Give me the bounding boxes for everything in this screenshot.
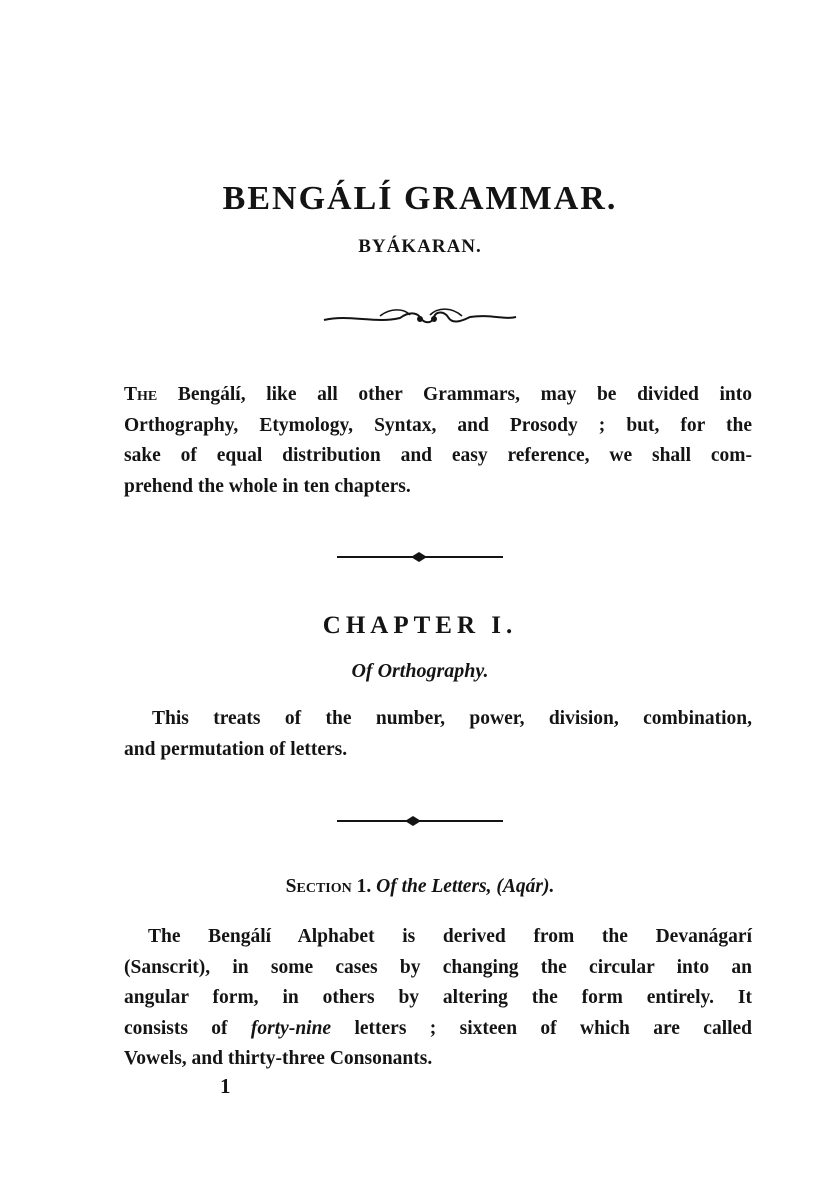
- diamond-rule-icon: [335, 548, 505, 566]
- section-heading: [0, 876, 840, 898]
- section-line-4-post: letters ; sixteen of which are called: [354, 1017, 753, 1039]
- intro-lead-in: The: [124, 384, 158, 405]
- flourish-ornament: [0, 302, 840, 332]
- intro-line-1: [124, 380, 752, 411]
- section-line-3: angular form, in others by altering the form entirely. It: [124, 987, 752, 1008]
- flourish-icon: [320, 302, 520, 332]
- chapter-line-1: This treats of the number, power, division, combination,: [152, 708, 752, 729]
- section-line-1: The Bengálí Alphabet is derived from the Devanágarí: [148, 926, 752, 947]
- chapter-paragraph: [124, 704, 752, 765]
- section-line-4-pre: consists of: [124, 1017, 228, 1039]
- section-paragraph: [124, 922, 752, 1075]
- chapter-heading: CHAPTER I.: [322, 612, 518, 639]
- section-label: Section: [285, 876, 352, 897]
- intro-line-4: prehend the whole in ten chapters.: [124, 475, 411, 497]
- section-title: Of the Letters, (Aqár).: [376, 876, 555, 897]
- chapter-line-2: and permutation of letters.: [124, 738, 348, 760]
- section-line-4-italic: forty-nine: [250, 1017, 332, 1039]
- intro-line-2: Orthography, Etymology, Syntax, and Prosody ; but, for the: [124, 414, 752, 436]
- book-subtitle: BYÁKARAN.: [358, 236, 482, 257]
- diamond-rule-icon-2: [335, 812, 505, 830]
- intro-paragraph: [124, 380, 752, 502]
- section-line-4: [124, 1014, 752, 1045]
- rule-ornament: [0, 548, 840, 566]
- book-title: BENGÁLÍ GRAMMAR.: [222, 180, 618, 217]
- section-line-5: Vowels, and thirty-three Consonants.: [124, 1048, 433, 1069]
- section-number: 1.: [356, 876, 372, 897]
- chapter-subheading: Of Orthography.: [351, 660, 489, 682]
- intro-line-3: sake of equal distribution and easy reference, we shall com-: [124, 445, 752, 466]
- page-number: 1: [220, 1074, 231, 1098]
- intro-line-1-text: Bengálí, like all other Grammars, may be divided into: [177, 384, 752, 405]
- rule-ornament-2: [0, 812, 840, 830]
- section-line-2: (Sanscrit), in some cases by changing the circular into an: [124, 956, 752, 978]
